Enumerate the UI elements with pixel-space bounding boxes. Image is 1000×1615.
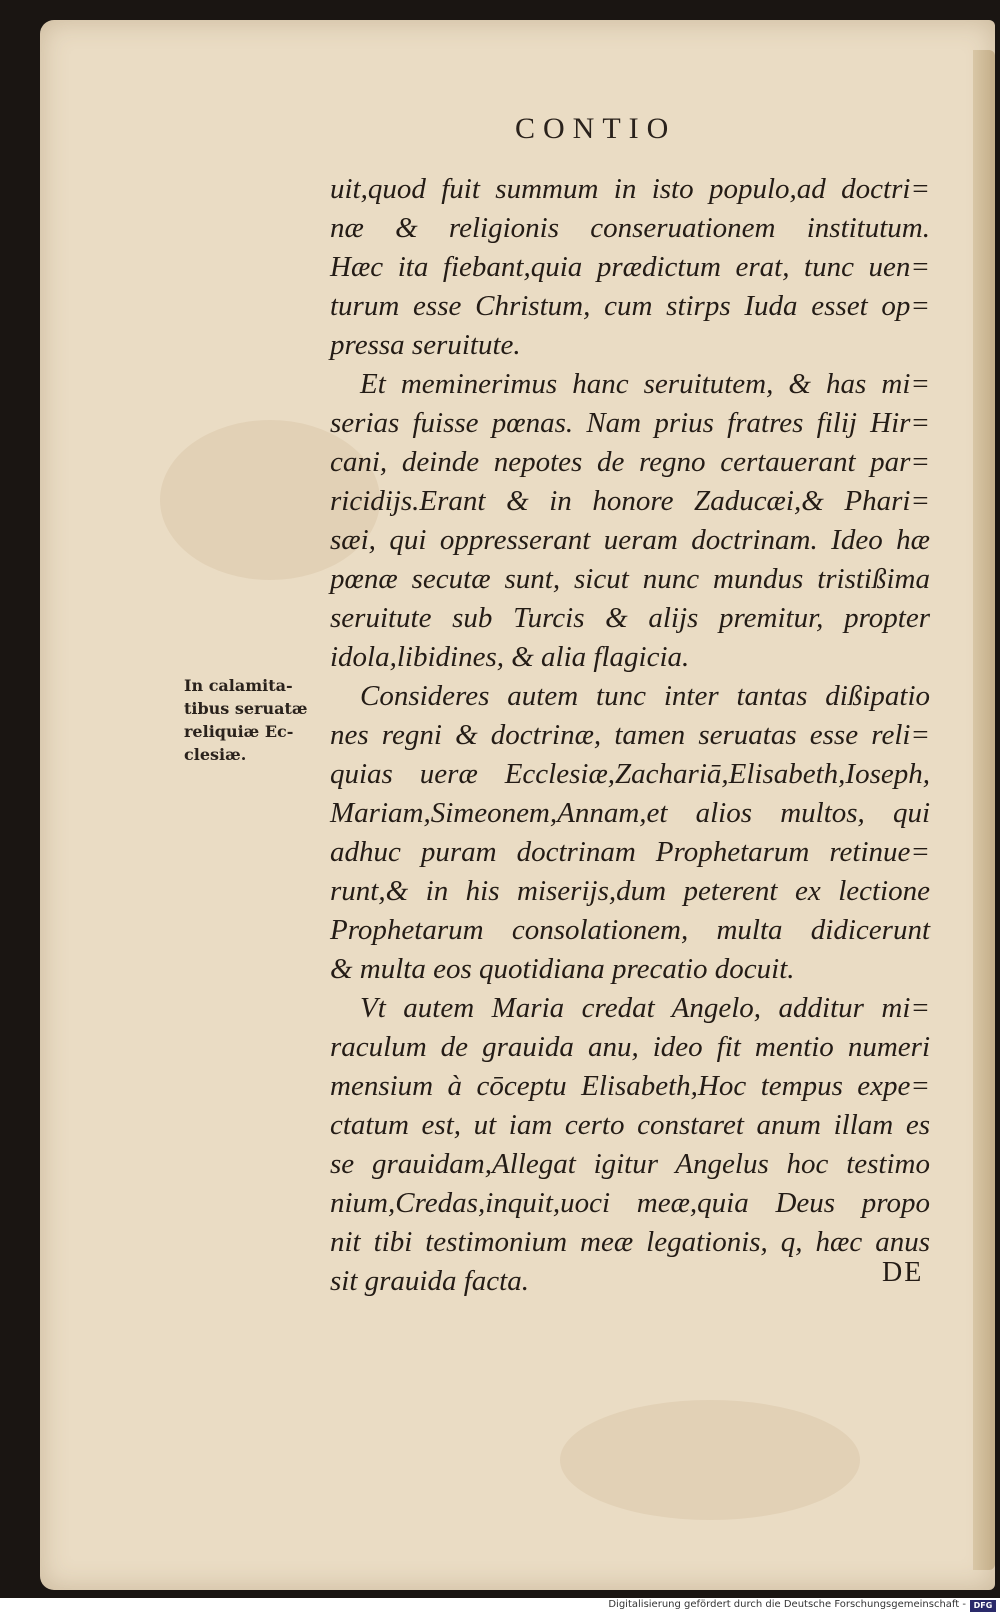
text-line: Prophetarum consolationem, multa didicerunt xyxy=(330,914,930,946)
body-text xyxy=(330,170,930,1301)
text-line: se grauidam,Allegat igitur Angelus hoc testimo xyxy=(330,1148,930,1180)
text-line: Et meminerimus hanc seruitutem, & has mi= xyxy=(360,368,930,400)
text-line: nium,Credas,inquit,uoci meæ,quia Deus propo xyxy=(330,1187,930,1219)
margin-note xyxy=(184,674,334,766)
dfg-logo: DFG xyxy=(970,1600,996,1612)
footer-bar xyxy=(0,1598,1000,1615)
text-line: mensium à cōceptu Elisabeth,Hoc tempus expe= xyxy=(330,1070,930,1102)
text-line: adhuc puram doctrinam Prophetarum retinue= xyxy=(330,836,930,868)
margin-note-line: In calamita- xyxy=(184,676,293,695)
text-line: sæi, qui oppresserant ueram doctrinam. Ideo hæ xyxy=(330,524,930,556)
text-line: ctatum est, ut iam certo constaret anum illam es xyxy=(330,1109,930,1141)
text-line: Mariam,Simeonem,Annam,et alios multos, qui xyxy=(330,797,930,829)
paper-stain xyxy=(560,1400,860,1520)
text-line: Consideres autem tunc inter tantas dißipatio xyxy=(360,680,930,712)
text-line: runt,& in his miserijs,dum peterent ex lectione xyxy=(330,875,930,907)
text-line: nes regni & doctrinæ, tamen seruatas esse reli= xyxy=(330,719,930,751)
text-line: næ & religionis conseruationem institutum. xyxy=(330,212,930,244)
margin-note-line: reliquiæ Ec- xyxy=(184,722,294,741)
text-line: sit grauida facta. xyxy=(330,1265,529,1297)
text-line: idola,libidines, & alia flagicia. xyxy=(330,641,690,673)
text-line: pœnæ secutæ sunt, sicut nunc mundus tristißima xyxy=(330,563,930,595)
text-line: & multa eos quotidiana precatio docuit. xyxy=(330,953,795,985)
text-line: seruitute sub Turcis & alijs premitur, propter xyxy=(330,602,930,634)
text-line: uit,quod fuit summum in isto populo,ad doctri= xyxy=(330,173,930,205)
text-line: raculum de grauida anu, ideo fit mentio numeri xyxy=(330,1031,930,1063)
funding-credit: Digitalisierung gefördert durch die Deutsche Forschungsgemeinschaft - xyxy=(608,1599,966,1610)
page-edge xyxy=(973,50,995,1570)
text-line: Hæc ita fiebant,quia prædictum erat, tunc uen= xyxy=(330,251,930,283)
text-line: serias fuisse pœnas. Nam prius fratres filij Hir= xyxy=(330,407,930,439)
margin-note-line: clesiæ. xyxy=(184,745,247,764)
margin-note-line: tibus seruatæ xyxy=(184,699,308,718)
catchword: DE xyxy=(882,1257,924,1288)
text-line: quias ueræ Ecclesiæ,Zachariā,Elisabeth,Ioseph, xyxy=(330,758,930,790)
text-line: Vt autem Maria credat Angelo, additur mi= xyxy=(360,992,930,1024)
text-line: nit tibi testimonium meæ legationis, q, hæc anus xyxy=(330,1226,930,1258)
running-header: CONTIO xyxy=(515,112,677,145)
text-line: cani, deinde nepotes de regno certauerant par= xyxy=(330,446,930,478)
text-line: turum esse Christum, cum stirps Iuda esset op= xyxy=(330,290,930,322)
text-line: ricidijs.Erant & in honore Zaducæi,& Phari= xyxy=(330,485,930,517)
text-line: pressa seruitute. xyxy=(330,329,521,361)
